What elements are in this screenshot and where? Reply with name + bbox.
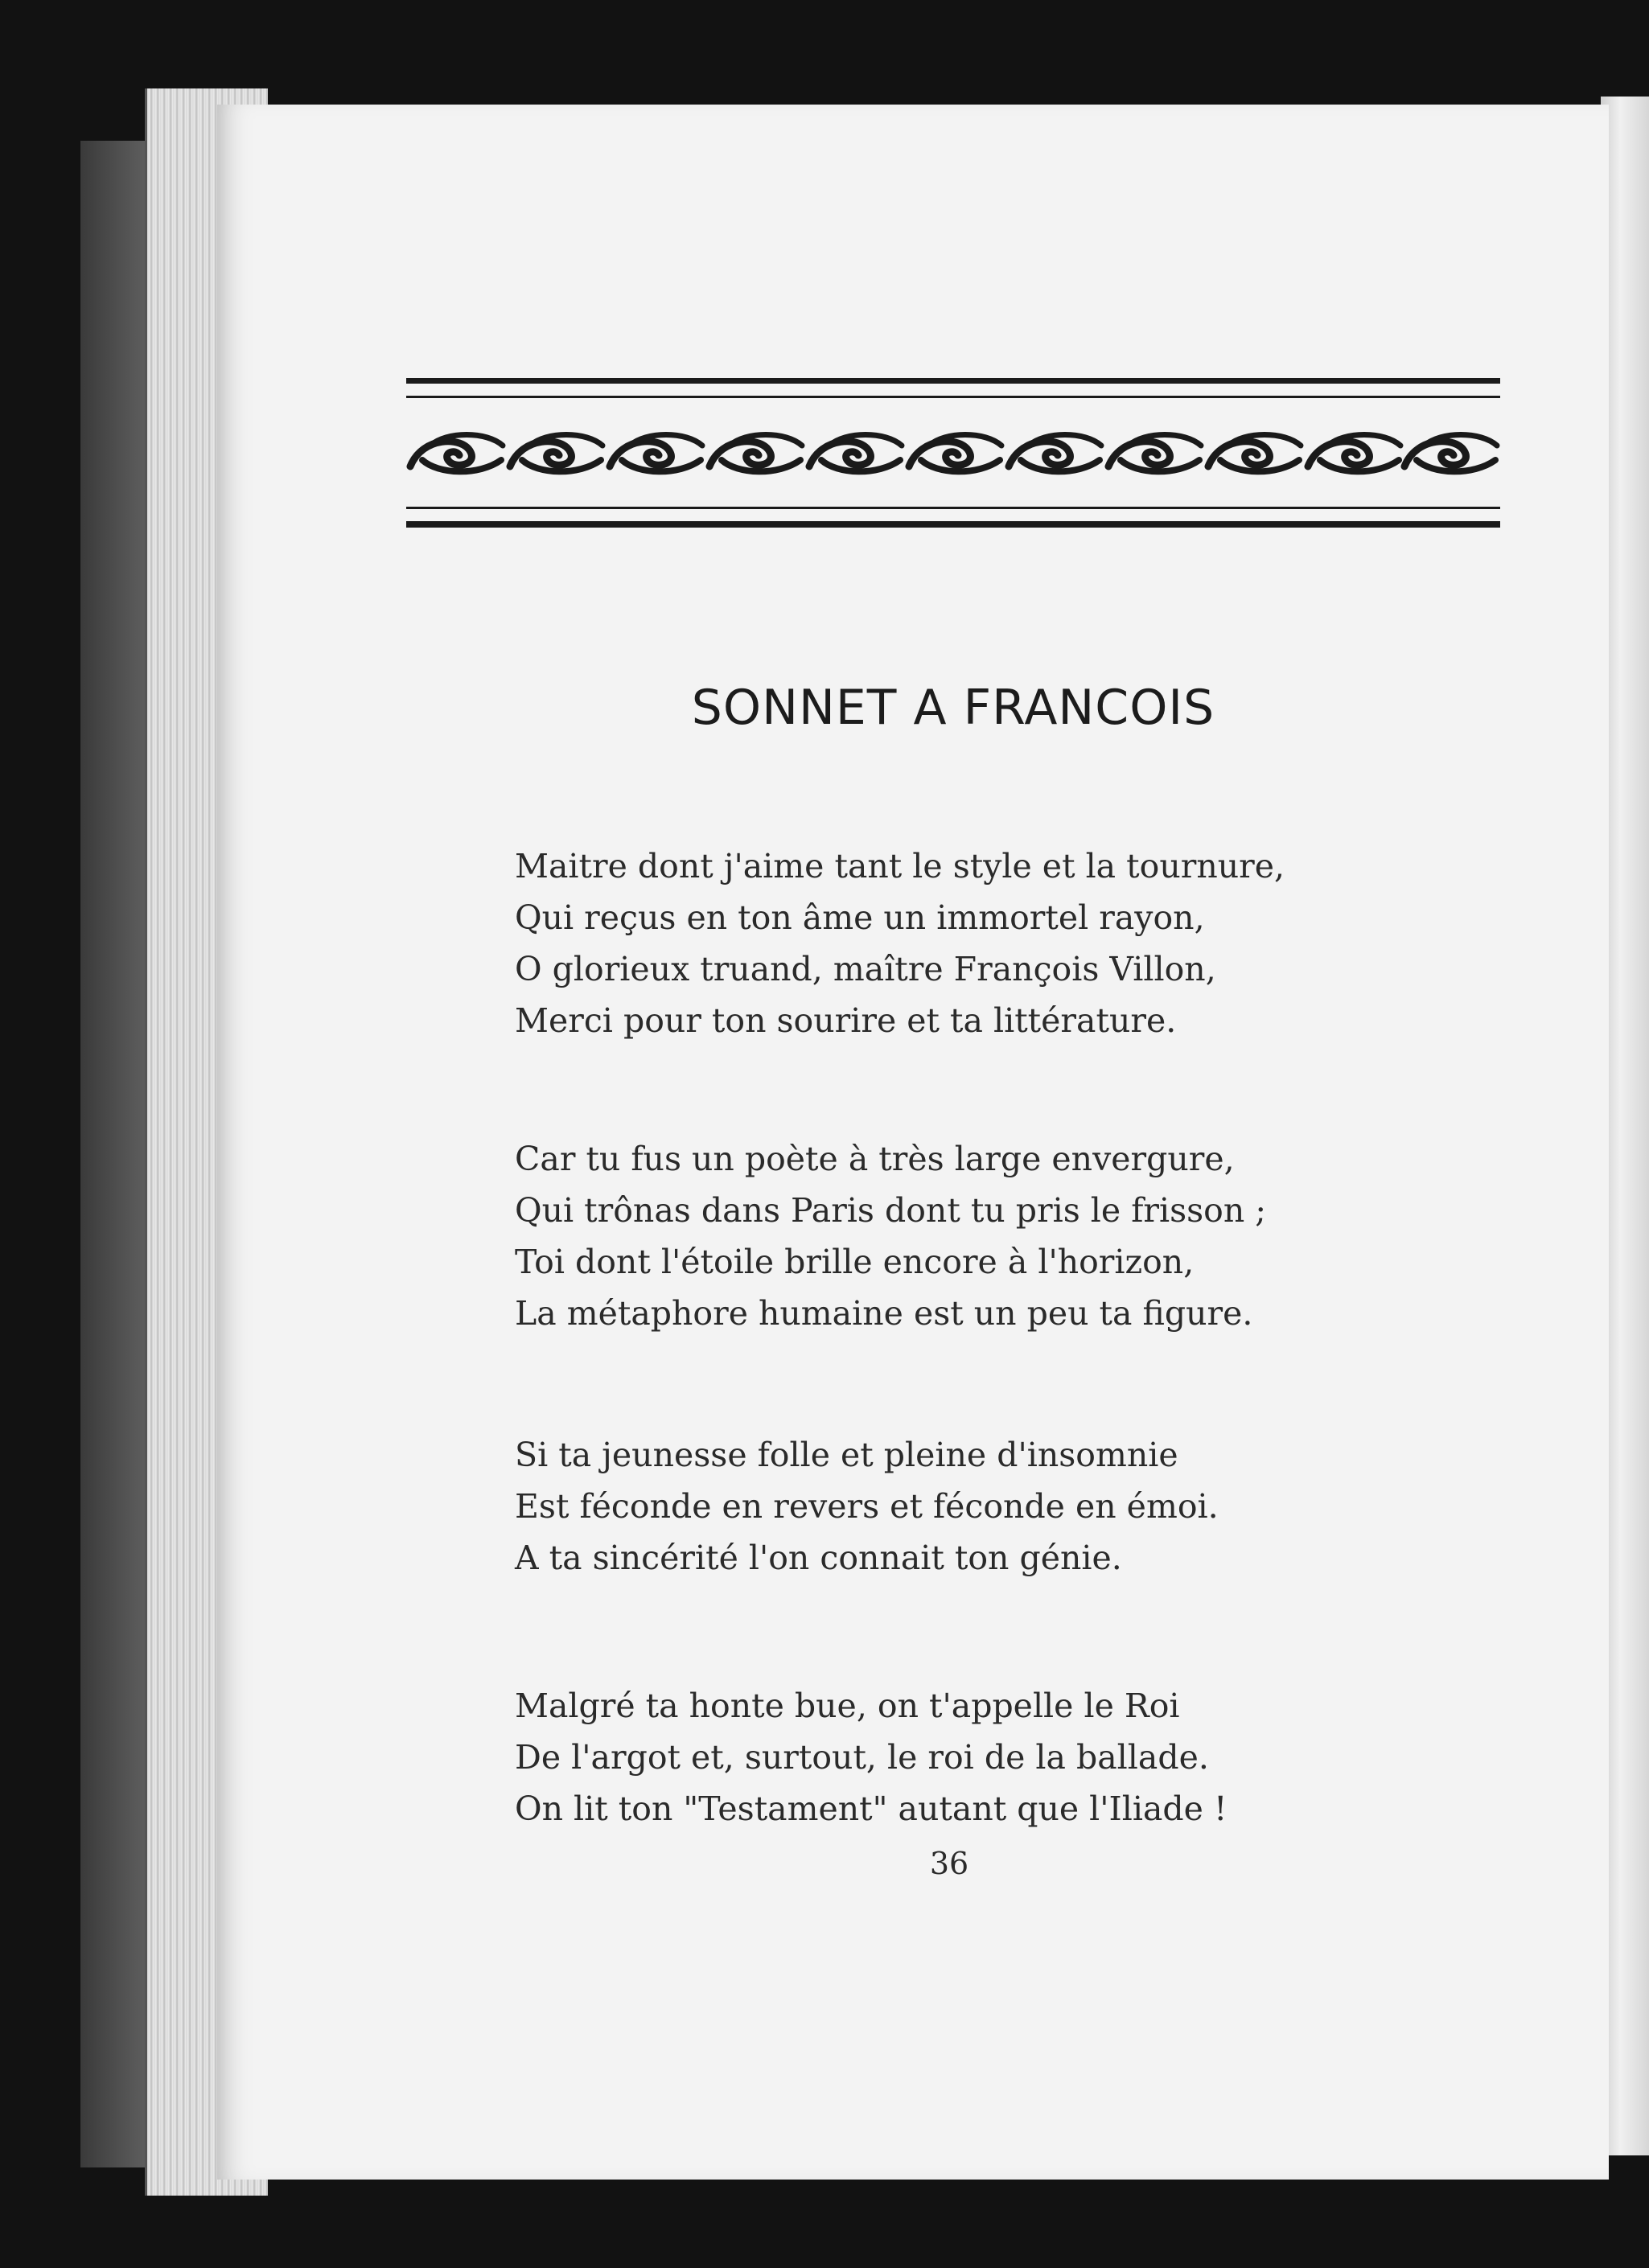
stanza-2 [515, 1133, 1416, 1339]
poem-line: Qui reçus en ton âme un immortel rayon, [515, 898, 1205, 937]
poem-line: A ta sincérité l'on connait ton génie. [515, 1539, 1122, 1577]
ornament-rule-top-thin [406, 396, 1500, 398]
poem-line: Si ta jeunesse folle et pleine d'insomnie [515, 1436, 1178, 1474]
stanza-1 [515, 840, 1416, 1046]
poem-line: On lit ton "Testament" autant que l'Iliade ! [515, 1789, 1227, 1828]
poem-body [515, 840, 1416, 1921]
poem-line: De l'argot et, surtout, le roi de la ballade. [515, 1738, 1209, 1777]
ornament-rule-bottom-thick [406, 521, 1500, 528]
poem-title: SONNET A FRANCOIS [691, 680, 1215, 736]
poem-line: Toi dont l'étoile brille encore à l'horizon, [515, 1243, 1195, 1281]
scroll-ornament-band [406, 428, 1500, 484]
stanza-3 [515, 1429, 1416, 1584]
poem-line: O glorieux truand, maître François Villon, [515, 950, 1216, 988]
poem-line: Car tu fus un poète à très large envergure, [515, 1140, 1235, 1178]
poem-line: Maitre dont j'aime tant le style et la tournure, [515, 847, 1285, 885]
ornament-rule-top-thick [406, 378, 1500, 384]
stanza-4 [515, 1680, 1416, 1835]
header-ornament [406, 378, 1500, 551]
poem-line: Est féconde en revers et féconde en émoi. [515, 1487, 1219, 1526]
poem-line: Qui trônas dans Paris dont tu pris le frisson ; [515, 1191, 1267, 1230]
poem-line: Malgré ta honte bue, on t'appelle le Roi [515, 1687, 1180, 1725]
poem-line: La métaphore humaine est un peu ta figure. [515, 1294, 1253, 1333]
page-number: 36 [929, 1846, 969, 1881]
poem-line: Merci pour ton sourire et ta littérature. [515, 1001, 1177, 1040]
ornament-rule-bottom-thin [406, 507, 1500, 509]
